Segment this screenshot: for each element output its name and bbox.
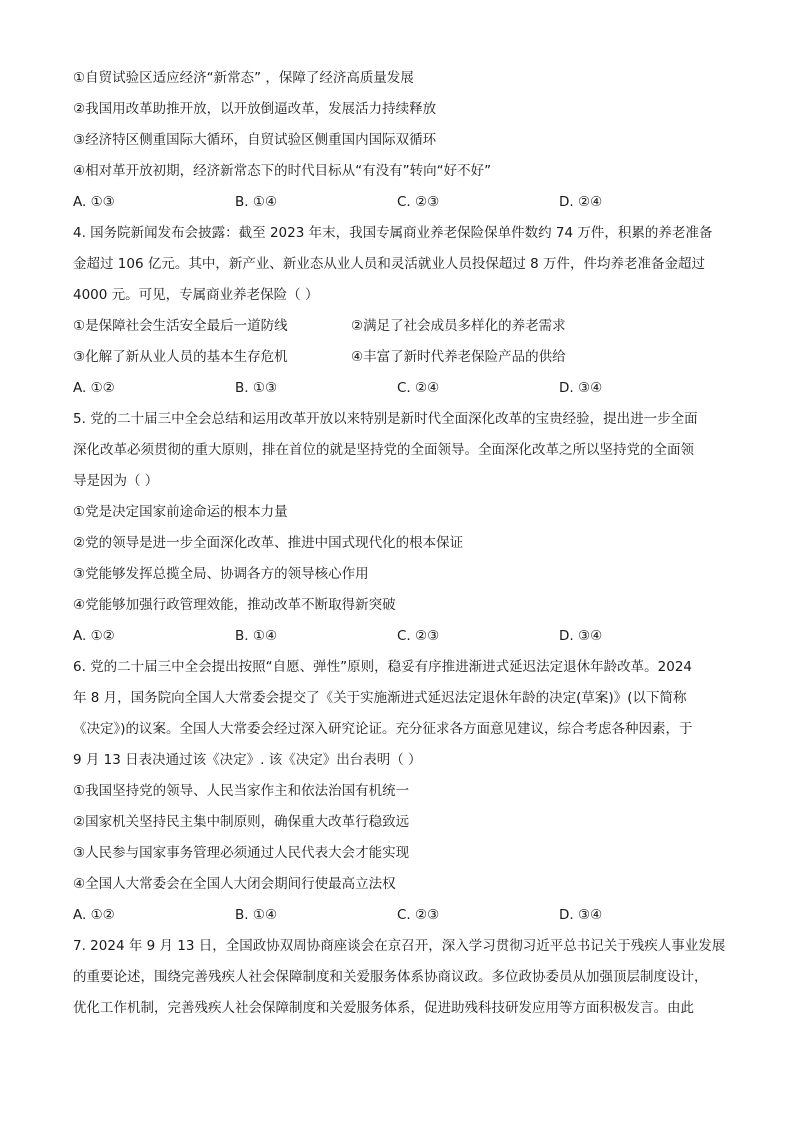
statement-1: ①我国坚持党的领导、人民当家作主和依法治国有机统一 [73,783,410,799]
option-b[interactable]: B. ①③ [235,380,278,396]
question-stem-line: 年 8 月，国务院向全国人大常委会提交了《关于实施渐进式延迟法定退休年龄的决定(草案)》(以下简称 [73,690,687,706]
question-stem-line: 5. 党的二十届三中全会总结和运用改革开放以来特别是新时代全面深化改革的宝贵经验，提出进一步全面 [73,411,698,427]
option-d[interactable]: D. ③④ [559,380,603,396]
question-stem-line: 《决定》)的议案。全国人大常委会经过深入研究论证。充分征求各方面意见建议，综合考虑各种因素，于 [73,721,693,737]
statement-row [73,342,733,373]
question-stem-line: 深化改革必须贯彻的重大原则，排在首位的就是坚持党的全面领导。全面深化改革之所以坚持党的全面领 [73,442,694,458]
option-a[interactable]: A. ①② [73,380,115,396]
answer-options [73,373,733,404]
option-b[interactable]: B. ①④ [235,907,278,923]
option-b[interactable]: B. ①④ [235,628,278,644]
question-stem-line: 导是因为（ ） [73,473,159,489]
statement-4: ④全国人大常委会在全国人大闭会期间行使最高立法权 [73,876,396,892]
statement-1: ①是保障社会生活安全最后一道防线 [73,318,288,334]
statement-4: ④丰富了新时代养老保险产品的供给 [351,349,566,365]
statement-2: ②满足了社会成员多样化的养老需求 [351,318,566,334]
statement-3: ③人民参与国家事务管理必须通过人民代表大会才能实现 [73,845,410,861]
question-stem-line: 金超过 106 亿元。其中，新产业、新业态从业人员和灵活就业人员投保超过 8 万件，件均养老准备金超过 [73,256,706,272]
question-5 [73,404,733,652]
question-stem-line: 6. 党的二十届三中全会提出按照“自愿、弹性”原则，稳妥有序推进渐进式延迟法定退休年龄改革。2024 [73,659,693,675]
statement-2: ②国家机关坚持民主集中制原则，确保重大改革行稳致远 [73,814,410,830]
question-stem-line: 9 月 13 日表决通过该《决定》. 该《决定》出台表明（ ） [73,752,422,768]
statement-1: ①自贸试验区适应经济“新常态” ，保障了经济高质量发展 [73,70,414,86]
statement-2: ②我国用改革助推开放，以开放倒逼改革，发展活力持续释放 [73,101,437,117]
question-3 [73,63,733,218]
question-stem-line: 的重要论述，围绕完善残疾人社会保障制度和关爱服务体系协商议政。多位政协委员从加强顶层制度设计， [73,969,708,985]
statement-3: ③经济特区侧重国际大循环，自贸试验区侧重国内国际双循环 [73,132,437,148]
statement-1: ①党是决定国家前途命运的根本力量 [73,504,288,520]
option-d[interactable]: D. ②④ [559,194,603,210]
option-b[interactable]: B. ①④ [235,194,278,210]
page-content [73,63,733,1024]
question-stem-line: 7. 2024 年 9 月 13 日，全国政协双周协商座谈会在京召开，深入学习贯彻习近平总书记关于残疾人事业发展 [73,938,726,954]
answer-options [73,187,733,218]
option-c[interactable]: C. ②③ [397,628,440,644]
option-a[interactable]: A. ①② [73,907,115,923]
statement-3: ③党能够发挥总揽全局、协调各方的领导核心作用 [73,566,369,582]
question-7 [73,931,733,1024]
answer-options [73,621,733,652]
question-stem-line: 4000 元。可见，专属商业养老保险（ ） [73,287,319,303]
option-a[interactable]: A. ①② [73,628,115,644]
option-d[interactable]: D. ③④ [559,907,603,923]
option-d[interactable]: D. ③④ [559,628,603,644]
question-stem-line: 4. 国务院新闻发布会披露：截至 2023 年末，我国专属商业养老保险保单件数约 74 万件，积累的养老准备 [73,225,713,241]
option-c[interactable]: C. ②③ [397,907,440,923]
question-6 [73,652,733,931]
option-c[interactable]: C. ②④ [397,380,440,396]
statement-4: ④党能够加强行政管理效能，推动改革不断取得新突破 [73,597,396,613]
statement-3: ③化解了新从业人员的基本生存危机 [73,349,288,365]
question-4 [73,218,733,404]
statement-4: ④相对革开放初期，经济新常态下的时代目标从“有没有”转向“好不好” [73,163,492,179]
option-c[interactable]: C. ②③ [397,194,440,210]
statement-2: ②党的领导是进一步全面深化改革、推进中国式现代化的根本保证 [73,535,464,551]
option-a[interactable]: A. ①③ [73,194,115,210]
answer-options [73,900,733,931]
question-stem-line: 优化工作机制，完善残疾人社会保障制度和关爱服务体系，促进助残科技研发应用等方面积极发言。由此 [73,1000,694,1016]
statement-row [73,311,733,342]
